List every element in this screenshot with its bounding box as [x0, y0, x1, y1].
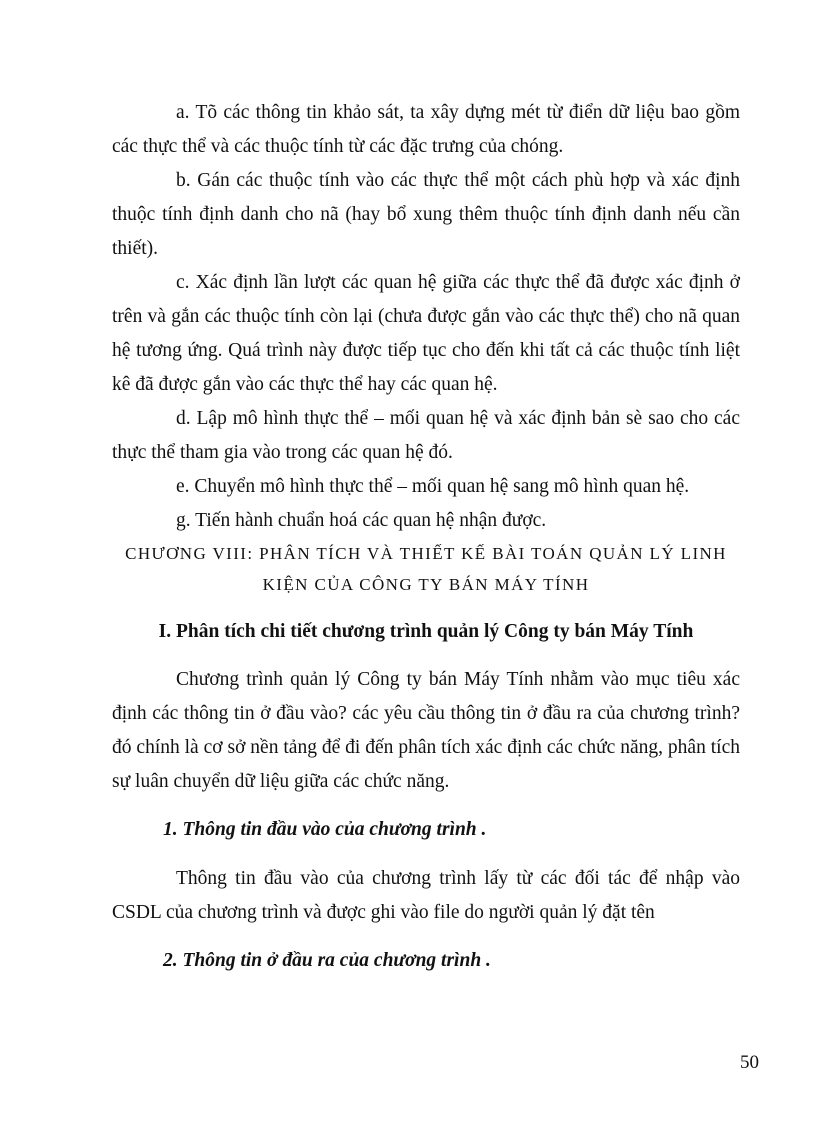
section-heading: I. Phân tích chi tiết chương trình quản lý Công ty bán Máy Tính: [158, 621, 694, 642]
section-intro-paragraph: Chương trình quản lý Công ty bán Máy Tính nhằm vào mục tiêu xác định các thông tin ở đầu vào? các yêu cầu thông tin ở đầu ra của chương trình? đó chính là cơ sở nền tảng để đi đến phân tích xác định các chức năng, phân tích sự luân chuyển dữ liệu giữa các chức năng.: [112, 669, 740, 792]
chapter-title-line-2: KIỆN CỦA CÔNG TY BÁN MÁY TÍNH: [262, 575, 590, 594]
chapter-title-line-1: CHƯƠNG VIII: PHÂN TÍCH VÀ THIẾT KẾ BÀI TOÁN QUẢN LÝ LINH: [125, 544, 727, 563]
page-number: 50: [740, 1052, 759, 1073]
paragraph-step-b: b. Gán các thuộc tính vào các thực thể một cách phù hợp và xác định thuộc tính định danh cho nã (hay bổ xung thêm thuộc tính định danh nếu cần thiết).: [112, 170, 740, 259]
paragraph-step-d: d. Lập mô hình thực thể – mối quan hệ và xác định bản sè sao cho các thực thể tham gia vào trong các quan hệ đó.: [112, 408, 740, 463]
paragraph-step-c: c. Xác định lần lượt các quan hệ giữa các thực thể đã được xác định ở trên và gắn các thuộc tính còn lại (chưa được gắn vào các thực thể) cho nã quan hệ tương ứng. Quá trình này được tiếp tục cho đến khi tất cả các thuộc tính liệt kê đã được gắn vào các thực thể hay các quan hệ.: [112, 272, 740, 395]
subsection-1-paragraph: Thông tin đầu vào của chương trình lấy từ các đối tác để nhập vào CSDL của chương trình và được ghi vào file do người quản lý đặt tên: [112, 868, 740, 923]
paragraph-step-g: g. Tiến hành chuẩn hoá các quan hệ nhận được.: [176, 510, 547, 531]
document-page: [112, 96, 740, 976]
subsection-2-heading: 2. Thông tin ở đầu ra của chương trình .: [163, 950, 491, 971]
subsection-1-heading: 1. Thông tin đầu vào của chương trình .: [163, 819, 487, 840]
paragraph-step-a: a. Tõ các thông tin khảo sát, ta xây dựng mét từ điển dữ liệu bao gồm các thực thể và các thuộc tính từ các đặc trưng của chóng.: [112, 102, 740, 157]
paragraph-step-e: e. Chuyển mô hình thực thể – mối quan hệ sang mô hình quan hệ.: [176, 476, 690, 497]
